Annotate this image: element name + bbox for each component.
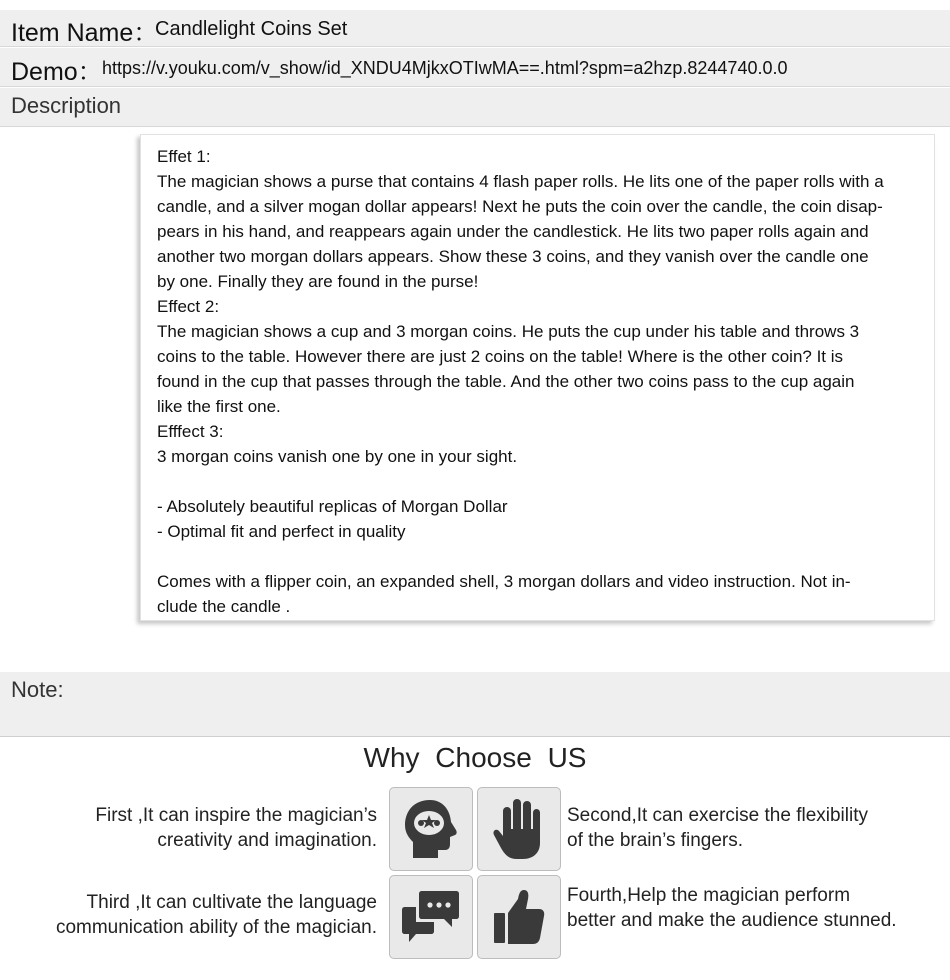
description-text (157, 144, 931, 619)
description-line: like the first one. (157, 397, 281, 416)
description-line: coins to the table. However there are just 2 coins on the table! Where is the other coin? It is (157, 347, 844, 366)
demo-bar (0, 48, 950, 87)
reason-fourth (567, 883, 950, 933)
reason-line: First ,It can inspire the magician’s (95, 805, 377, 826)
description-line: 3 morgan coins vanish one by one in your sight. (157, 447, 518, 466)
description-box (140, 134, 935, 621)
demo-label: Demo： (11, 58, 103, 86)
reason-first (0, 803, 377, 853)
thumbs-up-icon (492, 889, 546, 945)
note-label: Note: (11, 677, 64, 702)
item-name-label: Item Name： (11, 19, 159, 47)
description-line: Efffect 3: (157, 422, 224, 441)
description-line: found in the cup that passes through the table. And the other two coins pass to the cup again (157, 372, 855, 391)
description-line: candle, and a silver mogan dollar appears! Next he puts the coin over the candle, the coin disap- (157, 197, 883, 216)
description-line: The magician shows a purse that contains 4 flash paper rolls. He lits one of the paper rolls with a (157, 172, 884, 191)
description-line: clude the candle . (157, 597, 291, 616)
item-name-value: Candlelight Coins Set (155, 18, 348, 40)
reason-line: Second,It can exercise the flexibility (567, 805, 868, 826)
chat-bubbles-icon (402, 889, 460, 945)
thumbs-up-tile (477, 875, 561, 959)
description-line: pears in his hand, and reappears again under the candlestick. He lits two paper rolls again and (157, 222, 869, 241)
description-line: - Optimal fit and perfect in quality (157, 522, 406, 541)
creative-head-icon (400, 796, 462, 862)
reason-line: Third ,It can cultivate the language (86, 892, 377, 913)
creative-head-tile (389, 787, 473, 871)
description-line: Comes with a flipper coin, an expanded shell, 3 morgan dollars and video instruction. Not in- (157, 572, 851, 591)
reason-line: communication ability of the magician. (55, 917, 377, 938)
reason-third (0, 890, 377, 940)
description-line: another two morgan dollars appears. Show these 3 coins, and they vanish over the candle one (157, 247, 869, 266)
description-line: by one. Finally they are found in the purse! (157, 272, 479, 291)
description-bar (0, 88, 950, 127)
chat-bubbles-tile (389, 875, 473, 959)
description-line: Effet 1: (157, 147, 211, 166)
reason-line: better and make the audience stunned. (567, 910, 897, 931)
description-line: - Absolutely beautiful replicas of Morgan Dollar (157, 497, 508, 516)
hand-icon (491, 795, 547, 863)
demo-link[interactable]: https://v.youku.com/v_show/id_XNDU4MjkxOTIwMA==.html?spm=a2hzp.8244740.0.0 (102, 58, 788, 78)
note-bar (0, 672, 950, 737)
hand-tile (477, 787, 561, 871)
description-label: Description (11, 93, 122, 118)
reason-line: of the brain’s fingers. (567, 830, 744, 851)
reason-second (567, 803, 947, 853)
description-line (157, 544, 931, 569)
item-name-bar (0, 10, 950, 47)
why-choose-us-title: Why Choose US (363, 742, 587, 773)
description-line (157, 469, 931, 494)
reason-line: creativity and imagination. (157, 830, 377, 851)
description-line: Effect 2: (157, 297, 220, 316)
reason-line: Fourth,Help the magician perform (567, 885, 851, 906)
description-line: The magician shows a cup and 3 morgan coins. He puts the cup under his table and throws 3 (157, 322, 860, 341)
